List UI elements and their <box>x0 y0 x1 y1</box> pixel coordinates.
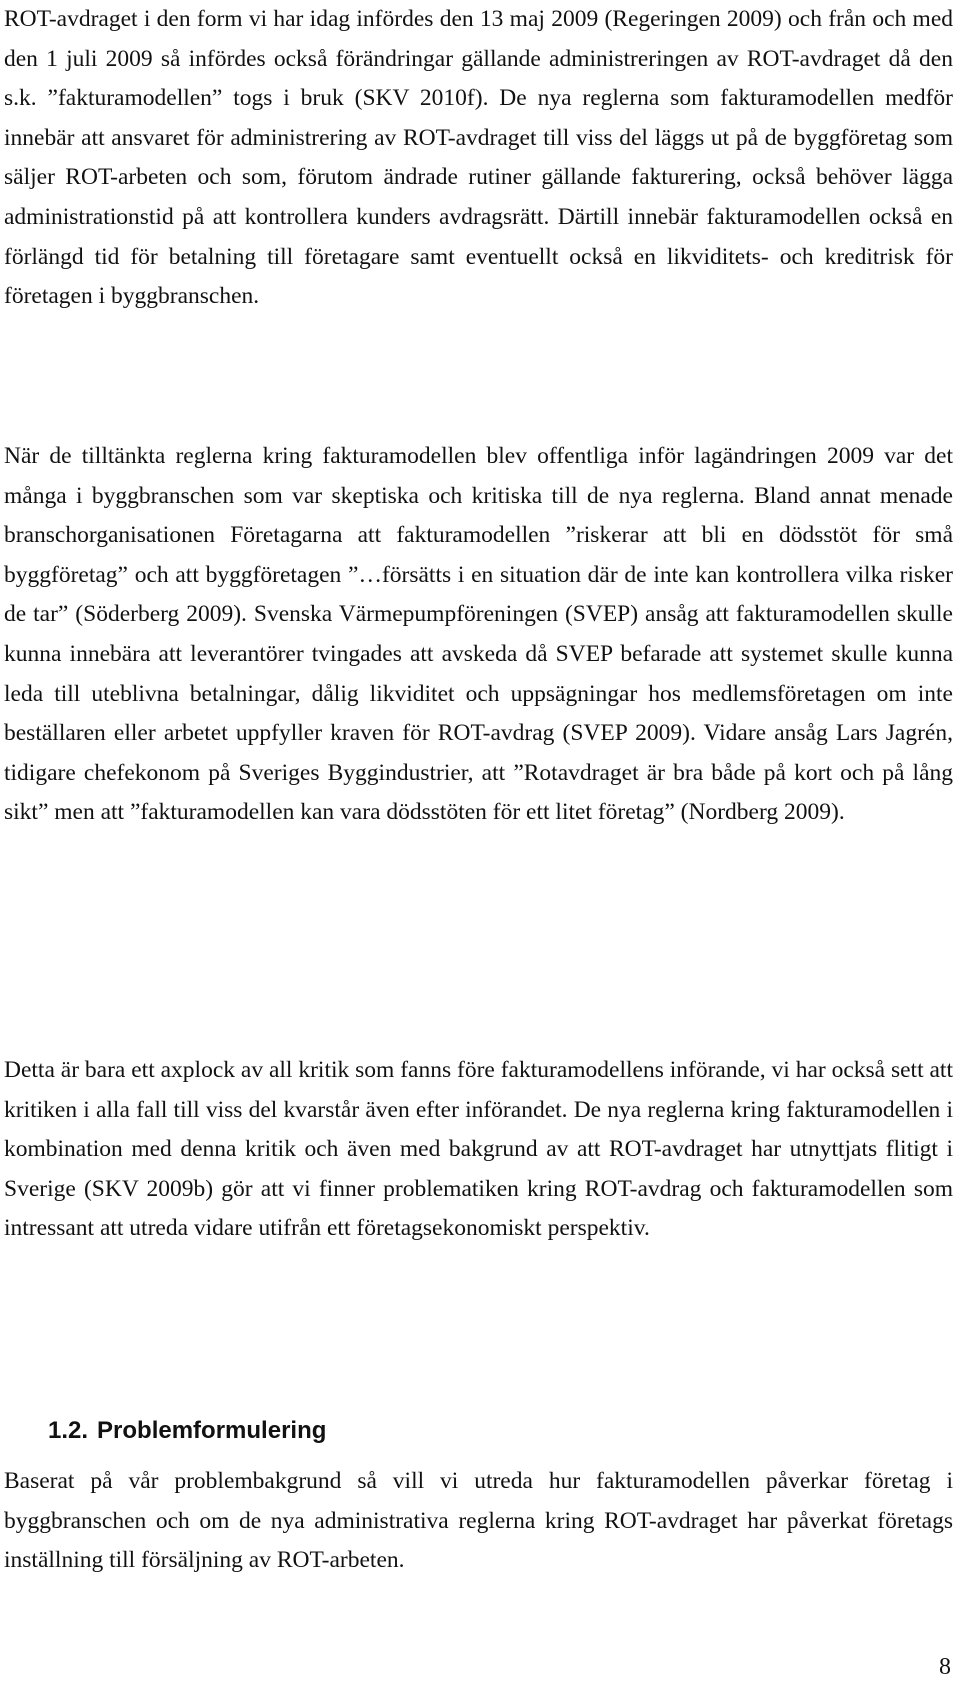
problem-statement-paragraph: Baserat på vår problembakgrund så vill vi utreda hur fakturamodellen påverkar företag i byggbranschen och om de nya administrativa reglerna kring ROT-avdraget har påverkat företags inställning till försäljning av ROT-arbeten. <box>4 1468 953 1574</box>
section-heading <box>48 1415 326 1447</box>
section-number: 1.2. <box>48 1417 89 1444</box>
body-paragraph-3: Detta är bara ett axplock av all kritik som fanns före fakturamodellens införande, vi har också sett att kritiken i alla fall till viss del kvarstår även efter införandet. De nya reglerna kring fakturamodellen i kombination med denna kritik och även med bakgrund av att ROT-avdraget har utnyttjats flitigt i Sverige (SKV 2009b) gör att vi finner problematiken kring ROT-avdrag och fakturamodellen som intressant att utreda vidare utifrån ett företagsekonomiskt perspektiv. <box>4 1057 953 1242</box>
body-paragraph-1: ROT-avdraget i den form vi har idag infördes den 13 maj 2009 (Regeringen 2009) och från och med den 1 juli 2009 så infördes också förändringar gällande administreringen av ROT-avdraget då den s.k. ”fakturamodellen” togs i bruk (SKV 2010f). De nya reglerna som fakturamodellen medför innebär att ansvaret för administrering av ROT-avdraget till viss del läggs ut på de byggföretag som säljer ROT-arbeten och som, förutom ändrade rutiner gällande fakturering, också behöver lägga administrationstid på att kontrollera kunders avdragsrätt. Därtill innebär fakturamodellen också en förlängd tid för betalning till företagare samt eventuellt också en likviditets- och kreditrisk för företagen i byggbranschen. <box>4 6 953 310</box>
page-number: 8 <box>939 1654 951 1680</box>
section-title: Problemformulering <box>97 1417 327 1444</box>
body-paragraph-2: När de tilltänkta reglerna kring fakturamodellen blev offentliga inför lagändringen 2009 var det många i byggbranschen som var skeptiska och kritiska till de nya reglerna. Bland annat menade branschorganisationen Företagarna att fakturamodellen ”riskerar att bli en dödsstöt för små byggföretag” och att byggföretagen ”…försätts i en situation där de inte kan kontrollera vilka risker de tar” (Söderberg 2009). Svenska Värmepumpföreningen (SVEP) ansåg att fakturamodellen skulle kunna innebära att leverantörer tvingades att avskeda då SVEP befarade att systemet skulle kunna leda till uteblivna betalningar, dålig likviditet och uppsägningar hos medlemsföretagen om inte beställaren eller arbetet uppfyller kraven för ROT-avdrag (SVEP 2009). Vidare ansåg Lars Jagrén, tidigare chefekonom på Sveriges Byggindustrier, att ”Rotavdraget är bra både på kort och på lång sikt” men att ”fakturamodellen kan vara dödsstöten för ett litet företag” (Nordberg 2009). <box>4 443 953 826</box>
